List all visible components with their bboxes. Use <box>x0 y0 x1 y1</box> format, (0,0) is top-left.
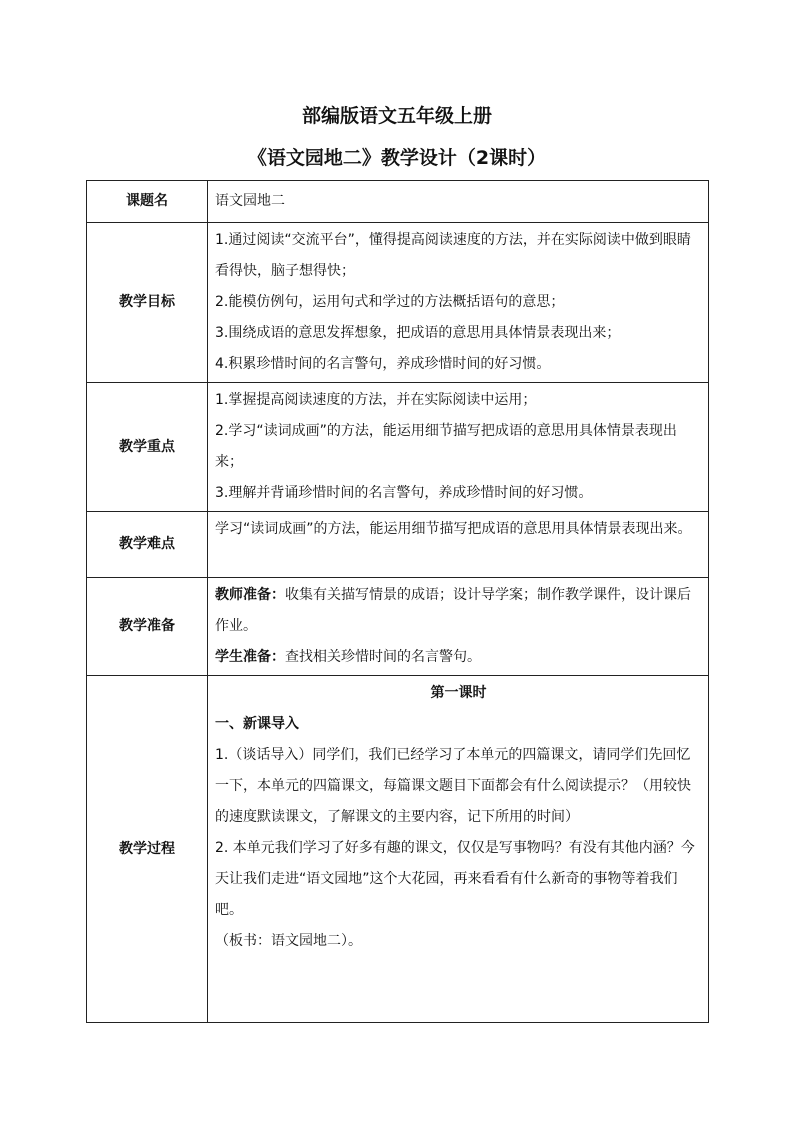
teacher-preparation-label: 教师准备： <box>215 587 285 603</box>
teacher-preparation-text: 收集有关描写情景的成语；设计导学案；制作教学课件，设计课后作业。 <box>215 587 691 634</box>
topic-text: 语文园地二 <box>215 193 285 209</box>
lesson-heading: 第一课时 <box>430 685 487 701</box>
lesson-plan-table <box>86 180 709 1023</box>
process-paragraph: （板书：语文园地二）。 <box>215 933 362 949</box>
document-title: 部编版语文五年级上册 <box>301 105 492 127</box>
row-process <box>87 676 709 1023</box>
preparation-content <box>208 578 709 676</box>
student-preparation <box>215 642 702 673</box>
goal-item: 1.通过阅读“交流平台”，懂得提高阅读速度的方法，并在实际阅读中做到眼睛看得快，脑子想得快； <box>215 232 691 279</box>
key-point-item: 3.理解并背诵珍惜时间的名言警句，养成珍惜时间的好习惯。 <box>215 485 593 501</box>
label-goals: 教学目标 <box>87 223 208 383</box>
process-paragraph: 2. 本单元我们学习了好多有趣的课文，仅仅是写事物吗？有没有其他内涵？今天让我们走进“语文园地”这个大花园，再来看看有什么新奇的事物等着我们吧。 <box>215 840 695 918</box>
row-topic <box>87 181 709 223</box>
key-points-content <box>208 383 709 512</box>
goal-item: 2.能模仿例句，运用句式和学过的方法概括语句的意思； <box>215 294 565 310</box>
label-difficulties: 教学难点 <box>87 512 208 578</box>
section-heading: 一、新课导入 <box>215 716 299 732</box>
row-difficulties <box>87 512 709 578</box>
label-process: 教学过程 <box>87 676 208 1023</box>
row-key-points <box>87 383 709 512</box>
document-subtitle: 《语文园地二》教学设计（2课时） <box>247 147 547 169</box>
goals-content <box>208 223 709 383</box>
teacher-preparation <box>215 580 702 642</box>
label-topic: 课题名 <box>87 181 208 223</box>
process-paragraph: 1.（谈话导入）同学们，我们已经学习了本单元的四篇课文，请同学们先回忆一下，本单元的四篇课文，每篇课文题目下面都会有什么阅读提示？（用较快的速度默读课文，了解课文的主要内容，记下所用的时间） <box>215 747 691 825</box>
label-key-points: 教学重点 <box>87 383 208 512</box>
goal-item: 4.积累珍惜时间的名言警句，养成珍惜时间的好习惯。 <box>215 356 551 372</box>
row-goals <box>87 223 709 383</box>
process-content <box>208 676 709 1023</box>
topic-value <box>208 181 709 223</box>
row-preparation <box>87 578 709 676</box>
key-point-item: 2.学习“读词成画”的方法，能运用细节描写把成语的意思用具体情景表现出来； <box>215 423 677 470</box>
goal-item: 3.围绕成语的意思发挥想象，把成语的意思用具体情景表现出来； <box>215 325 621 341</box>
key-point-item: 1.掌握提高阅读速度的方法，并在实际阅读中运用； <box>215 392 537 408</box>
label-preparation: 教学准备 <box>87 578 208 676</box>
difficulties-content <box>208 512 709 578</box>
difficulties-text: 学习“读词成画”的方法，能运用细节描写把成语的意思用具体情景表现出来。 <box>215 521 692 537</box>
student-preparation-text: 查找相关珍惜时间的名言警句。 <box>285 649 481 665</box>
student-preparation-label: 学生准备： <box>215 649 285 665</box>
